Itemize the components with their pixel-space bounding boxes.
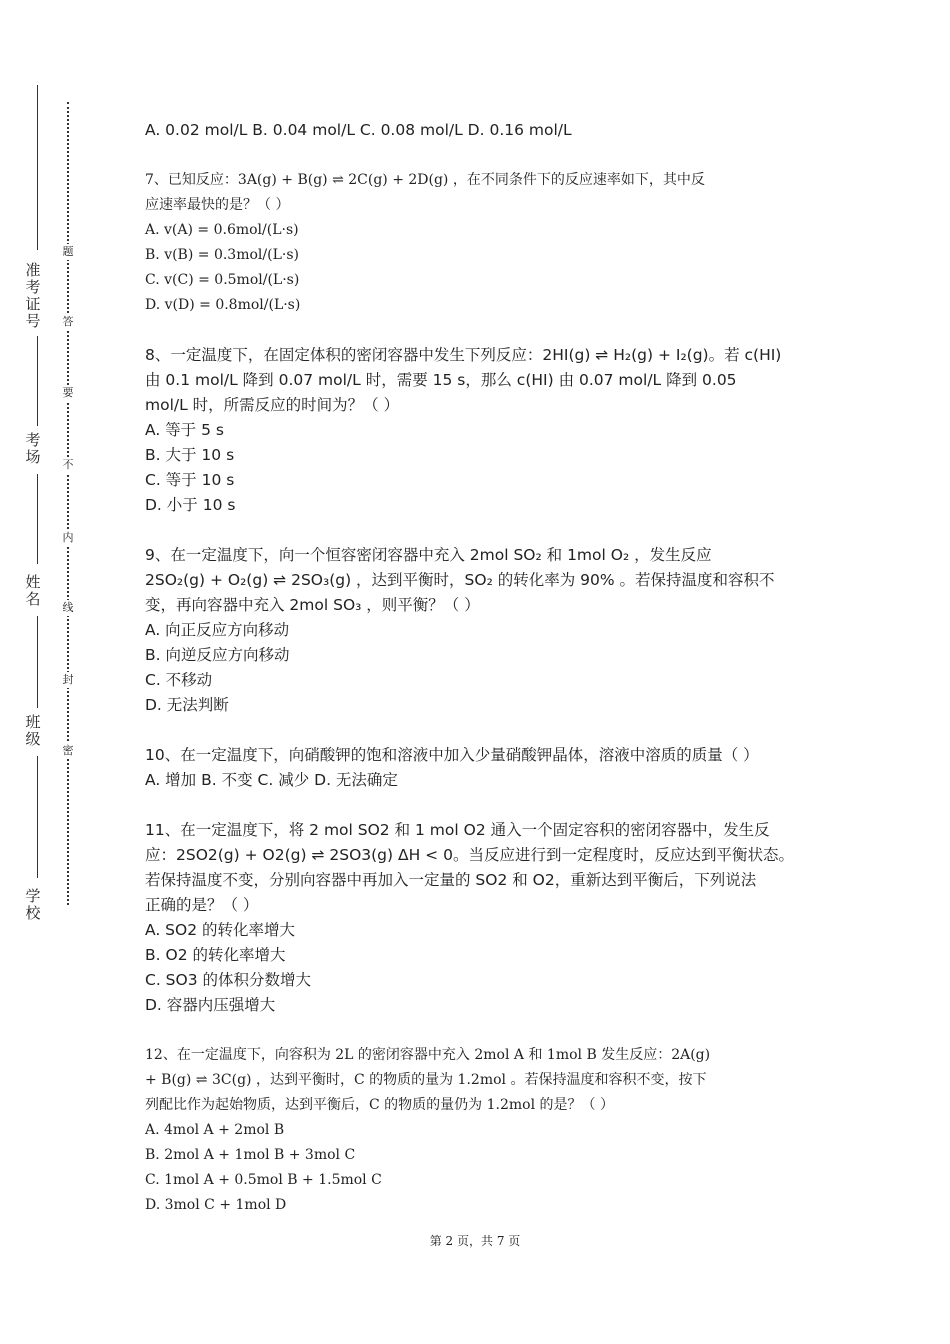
q12-option-c: C. 1mol A + 0.5mol B + 1.5mol C [145, 1172, 382, 1188]
q11-option-c: C. SO3 的体积分数增大 [145, 971, 312, 989]
question-8 [145, 343, 825, 518]
seal-char-mi: 密 [60, 743, 76, 759]
binding-line-2 [37, 474, 38, 564]
q12-stem-line3: 列配比作为起始物质，达到平衡后，C 的物质的量仍为 1.2mol 的是？（ ） [145, 1097, 614, 1113]
q7-stem-line1: 7、已知反应：3A(g) + B(g) ⇌ 2C(g) + 2D(g) ，在不同条件下的反应速率如下，其中反 [145, 172, 705, 188]
class-label: 班 级 [25, 713, 41, 748]
q7-stem-line2: 应速率最快的是？（ ） [145, 197, 290, 213]
question-7 [145, 168, 825, 318]
seal-char-nei: 内 [60, 530, 76, 546]
q11-option-a: A. SO2 的转化率增大 [145, 921, 296, 939]
seal-dotted-line [67, 102, 69, 905]
q8-stem-line2: 由 0.1 mol/L 降到 0.07 mol/L 时，需要 15 s，那么 c(HI) 由 0.07 mol/L 降到 0.05 [145, 371, 737, 389]
q10-stem-line1: 10、在一定温度下，向硝酸钾的饱和溶液中加入少量硝酸钾晶体，溶液中溶质的质量（ ） [145, 746, 759, 764]
q11-stem-line3: 若保持温度不变，分别向容器中再加入一定量的 SO2 和 O2，重新达到平衡后，下列说法 [145, 871, 757, 889]
q9-option-d: D. 无法判断 [145, 696, 229, 714]
q7-option-d: D. v(D) = 0.8mol/(L·s) [145, 297, 301, 313]
q9-option-a: A. 向正反应方向移动 [145, 621, 290, 639]
q11-stem-line2: 应：2SO2(g) + O2(g) ⇌ 2SO3(g) ΔH < 0。当反应进行到一定程度时，反应达到平衡状态。 [145, 846, 794, 864]
seal-char-yao: 要 [60, 385, 76, 401]
q11-stem-line1: 11、在一定温度下，将 2 mol SO2 和 1 mol O2 通入一个固定容积的密闭容器中，发生反 [145, 821, 770, 839]
q8-option-b: B. 大于 10 s [145, 446, 235, 464]
q6-options: A. 0.02 mol/L B. 0.04 mol/L C. 0.08 mol/L D. 0.16 mol/L [145, 121, 572, 139]
q8-option-d: D. 小于 10 s [145, 496, 236, 514]
q11-option-b: B. O2 的转化率增大 [145, 946, 286, 964]
q12-stem-line2: + B(g) ⇌ 3C(g) ，达到平衡时，C 的物质的量为 1.2mol 。若保持温度和容积不变，按下 [145, 1072, 707, 1088]
q12-option-b: B. 2mol A + 1mol B + 3mol C [145, 1147, 356, 1163]
q8-option-a: A. 等于 5 s [145, 421, 224, 439]
q9-stem-line1: 9、在一定温度下，向一个恒容密闭容器中充入 2mol SO₂ 和 1mol O₂ ，发生反应 [145, 546, 712, 564]
q12-option-a: A. 4mol A + 2mol B [145, 1122, 285, 1138]
binding-line-top [37, 85, 38, 250]
binding-line-1 [37, 336, 38, 426]
question-content [145, 118, 825, 1218]
q8-stem-line3: mol/L 时，所需反应的时间为？（ ） [145, 396, 400, 414]
page-footer: 第 2 页，共 7 页 [429, 1234, 521, 1248]
q12-option-d: D. 3mol C + 1mol D [145, 1197, 287, 1213]
question-6-options [145, 118, 825, 143]
exam-room-label: 考 场 [25, 431, 41, 466]
question-9 [145, 543, 825, 718]
q7-option-a: A. v(A) = 0.6mol/(L·s) [145, 222, 299, 238]
seal-char-xian: 线 [60, 600, 76, 616]
q11-stem-line4: 正确的是？（ ） [145, 896, 259, 914]
question-12 [145, 1043, 825, 1218]
q11-option-d: D. 容器内压强增大 [145, 996, 276, 1014]
exam-id-label: 准 考 证 号 [25, 261, 41, 330]
school-label: 学 校 [25, 887, 41, 922]
binding-line-3 [37, 616, 38, 708]
question-10 [145, 743, 825, 793]
q9-stem-line3: 变，再向容器中充入 2mol SO₃ ，则平衡？（ ） [145, 596, 480, 614]
q7-option-b: B. v(B) = 0.3mol/(L·s) [145, 247, 299, 263]
seal-char-da: 答 [60, 314, 76, 330]
q9-option-b: B. 向逆反应方向移动 [145, 646, 290, 664]
q8-option-c: C. 等于 10 s [145, 471, 235, 489]
q12-stem-line1: 12、在一定温度下，向容积为 2L 的密闭容器中充入 2mol A 和 1mol B 发生反应：2A(g) [145, 1047, 711, 1063]
q7-option-c: C. v(C) = 0.5mol/(L·s) [145, 272, 300, 288]
name-label: 姓 名 [25, 573, 41, 608]
seal-char-bu: 不 [60, 457, 76, 473]
seal-char-ti: 题 [60, 244, 76, 260]
q9-option-c: C. 不移动 [145, 671, 213, 689]
q10-options: A. 增加 B. 不变 C. 减少 D. 无法确定 [145, 771, 398, 789]
q9-stem-line2: 2SO₂(g) + O₂(g) ⇌ 2SO₃(g) ，达到平衡时，SO₂ 的转化率为 90% 。若保持温度和容积不 [145, 571, 775, 589]
binding-line-4 [37, 756, 38, 878]
seal-char-feng: 封 [60, 672, 76, 688]
question-11 [145, 818, 825, 1018]
q8-stem-line1: 8、一定温度下，在固定体积的密闭容器中发生下列反应：2HI(g) ⇌ H₂(g) + I₂(g)。若 c(HI) [145, 346, 782, 364]
